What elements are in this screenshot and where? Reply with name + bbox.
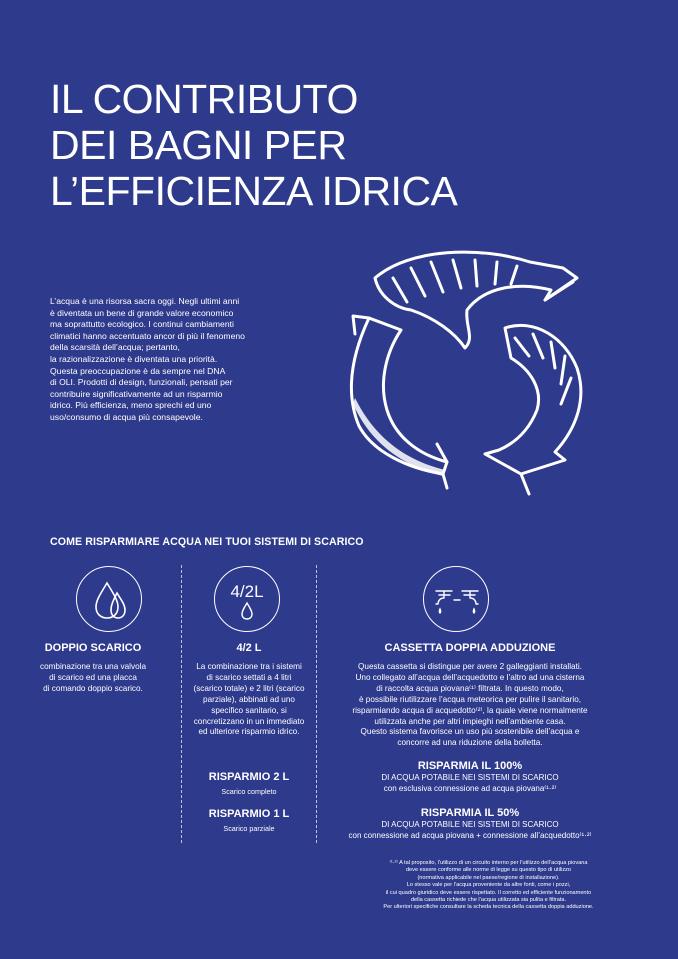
- title-line-3: L’EFFICIENZA IDRICA: [50, 168, 458, 214]
- col2-line: ed ulteriore risparmio idrico.: [198, 727, 300, 737]
- col3-save2-text: [320, 820, 620, 841]
- intro-line: climatici hanno accentuato ancor di più il fenomeno: [50, 330, 245, 341]
- recycle-icon: [315, 238, 615, 500]
- column-divider: [181, 565, 182, 845]
- intro-line: ma soprattutto ecologico. I continui cambiamenti: [50, 319, 234, 330]
- col2-save2-title: RISPARMIO 1 L: [208, 808, 290, 820]
- col2-line: La combinazione tra i sistemi: [196, 662, 302, 671]
- intro-line: della scarsità dell’acqua; pertanto,: [50, 342, 180, 353]
- title-line-1: IL CONTRIBUTO: [50, 76, 358, 122]
- footnote: [316, 860, 661, 912]
- footnote-line: della cassetta richiede che l’acqua utilizzata sia pulita e filtrata.: [410, 897, 567, 904]
- page-title: [50, 76, 470, 214]
- col3-line: Uno collegato all’acqua dell’acquedotto e l’altro ad una cisterna: [355, 672, 585, 682]
- water-drops-icon: [76, 566, 142, 632]
- col3-line: concorre ad una riduzione della bolletta.: [397, 738, 543, 748]
- col3-save1-line1: DI ACQUA POTABILE NEI SISTEMI DI SCARICO: [381, 773, 559, 782]
- col2-title: 4/2 L: [236, 642, 262, 654]
- col2-line: parziale), abbinati ad uno: [203, 694, 295, 704]
- col3-save1-text: [320, 773, 620, 794]
- icon-4-2l-label: 4/2L: [230, 582, 264, 601]
- col1-title: DOPPIO SCARICO: [44, 642, 142, 654]
- footnote-line: Lo stesso vale per l’acqua proveniente da altre fonti, come i pozzi,: [406, 882, 571, 889]
- col2-line: di scarico settati a 4 litri: [206, 672, 292, 682]
- col2-line: (scarico totale) e 2 litri (scarico: [193, 683, 305, 693]
- faucets-icon: [423, 566, 489, 632]
- col2-line: concretizzano in un immediato: [193, 716, 305, 726]
- intro-line: uso/consumo di acqua più consapevole.: [50, 411, 203, 422]
- footnote-line: deve essere conforme alle norme di legge su questo tipo di utilizzo: [405, 867, 572, 874]
- col3-save1-line2: con esclusiva connessione ad acqua piovana⁽¹·²⁾: [383, 783, 557, 793]
- col1-line: di comando doppio scarico.: [43, 683, 143, 693]
- col3-line: risparmiando acqua di acquedotto⁽²⁾, la quale viene normalmente: [352, 705, 588, 715]
- col2-save2-sub: Scarico parziale: [223, 824, 275, 833]
- col3-line: è possibile riutilizzare l’acqua meteorica per pulire il sanitario,: [358, 694, 582, 704]
- footnote-line: ⁽¹·²⁾ A tal proposito, l’utilizzo di un circuito interno per l’utilizzo dell’acqua piovana: [389, 860, 588, 866]
- col3-save2-title: RISPARMIA IL 50%: [420, 807, 520, 819]
- intro-paragraph: [50, 296, 282, 424]
- intro-line: Questa preoccupazione è da sempre nel DNA: [50, 365, 226, 376]
- footnote-line: Per ulteriori specifiche consultare la scheda tecnica della cassetta doppia adduzione.: [383, 904, 594, 911]
- col2-save1-title: RISPARMIO 2 L: [208, 771, 290, 783]
- intro-line: idrico. Più efficienza, meno sprechi ed uno: [50, 400, 212, 411]
- intro-line: L’acqua è una risorsa sacra oggi. Negli ultimi anni: [50, 296, 240, 306]
- column-divider: [316, 565, 317, 845]
- col3-save2-line2: con connessione ad acqua piovana + connessione all’acquedotto⁽¹·²⁾: [348, 830, 592, 840]
- drop-4-2l-icon: [214, 566, 280, 632]
- footnote-line: il cui quadro giuridico deve essere rispettato. Il corretto ed efficiente funzionamento: [385, 889, 592, 896]
- col3-line: Questo sistema favorisce un uso più sostenibile dell’acqua e: [360, 727, 580, 737]
- col1-line: combinazione tra una valvola: [39, 662, 147, 671]
- col1-line: di scarico ed una placca: [49, 672, 137, 682]
- col3-title: CASSETTA DOPPIA ADDUZIONE: [384, 642, 556, 654]
- col3-line: di raccolta acqua piovana⁽¹⁾ filtrata. In questo modo,: [376, 683, 564, 693]
- section-heading: COME RISPARMIARE ACQUA NEI TUOI SISTEMI DI SCARICO: [50, 536, 364, 548]
- col3-line: Questa cassetta si distingue per avere 2 galleggianti installati.: [358, 662, 582, 671]
- col3-save2-line1: DI ACQUA POTABILE NEI SISTEMI DI SCARICO: [381, 820, 559, 829]
- col3-line: utilizzata anche per altri impieghi nell’ambiente casa.: [374, 716, 566, 726]
- col3-text: [320, 662, 620, 749]
- col2-line: specifico sanitario, si: [211, 705, 287, 715]
- intro-line: contribuire significativamente ad un risparmio: [50, 388, 223, 399]
- intro-line: la razionalizzazione è diventata una priorità.: [50, 353, 218, 364]
- title-line-2: DEI BAGNI PER: [50, 122, 347, 168]
- intro-line: di OLI. Prodotti di design, funzionali, pensati per: [50, 377, 233, 388]
- intro-line: è diventata un bene di grande valore economico: [50, 307, 234, 318]
- col2-save1-sub: Scarico completo: [221, 787, 277, 796]
- col1-text: [30, 662, 156, 695]
- col2-text: [186, 662, 312, 738]
- footnote-line: (normativa applicabile nel paese/regione di installazione).: [417, 874, 560, 881]
- col3-save1-title: RISPARMIA IL 100%: [417, 760, 523, 772]
